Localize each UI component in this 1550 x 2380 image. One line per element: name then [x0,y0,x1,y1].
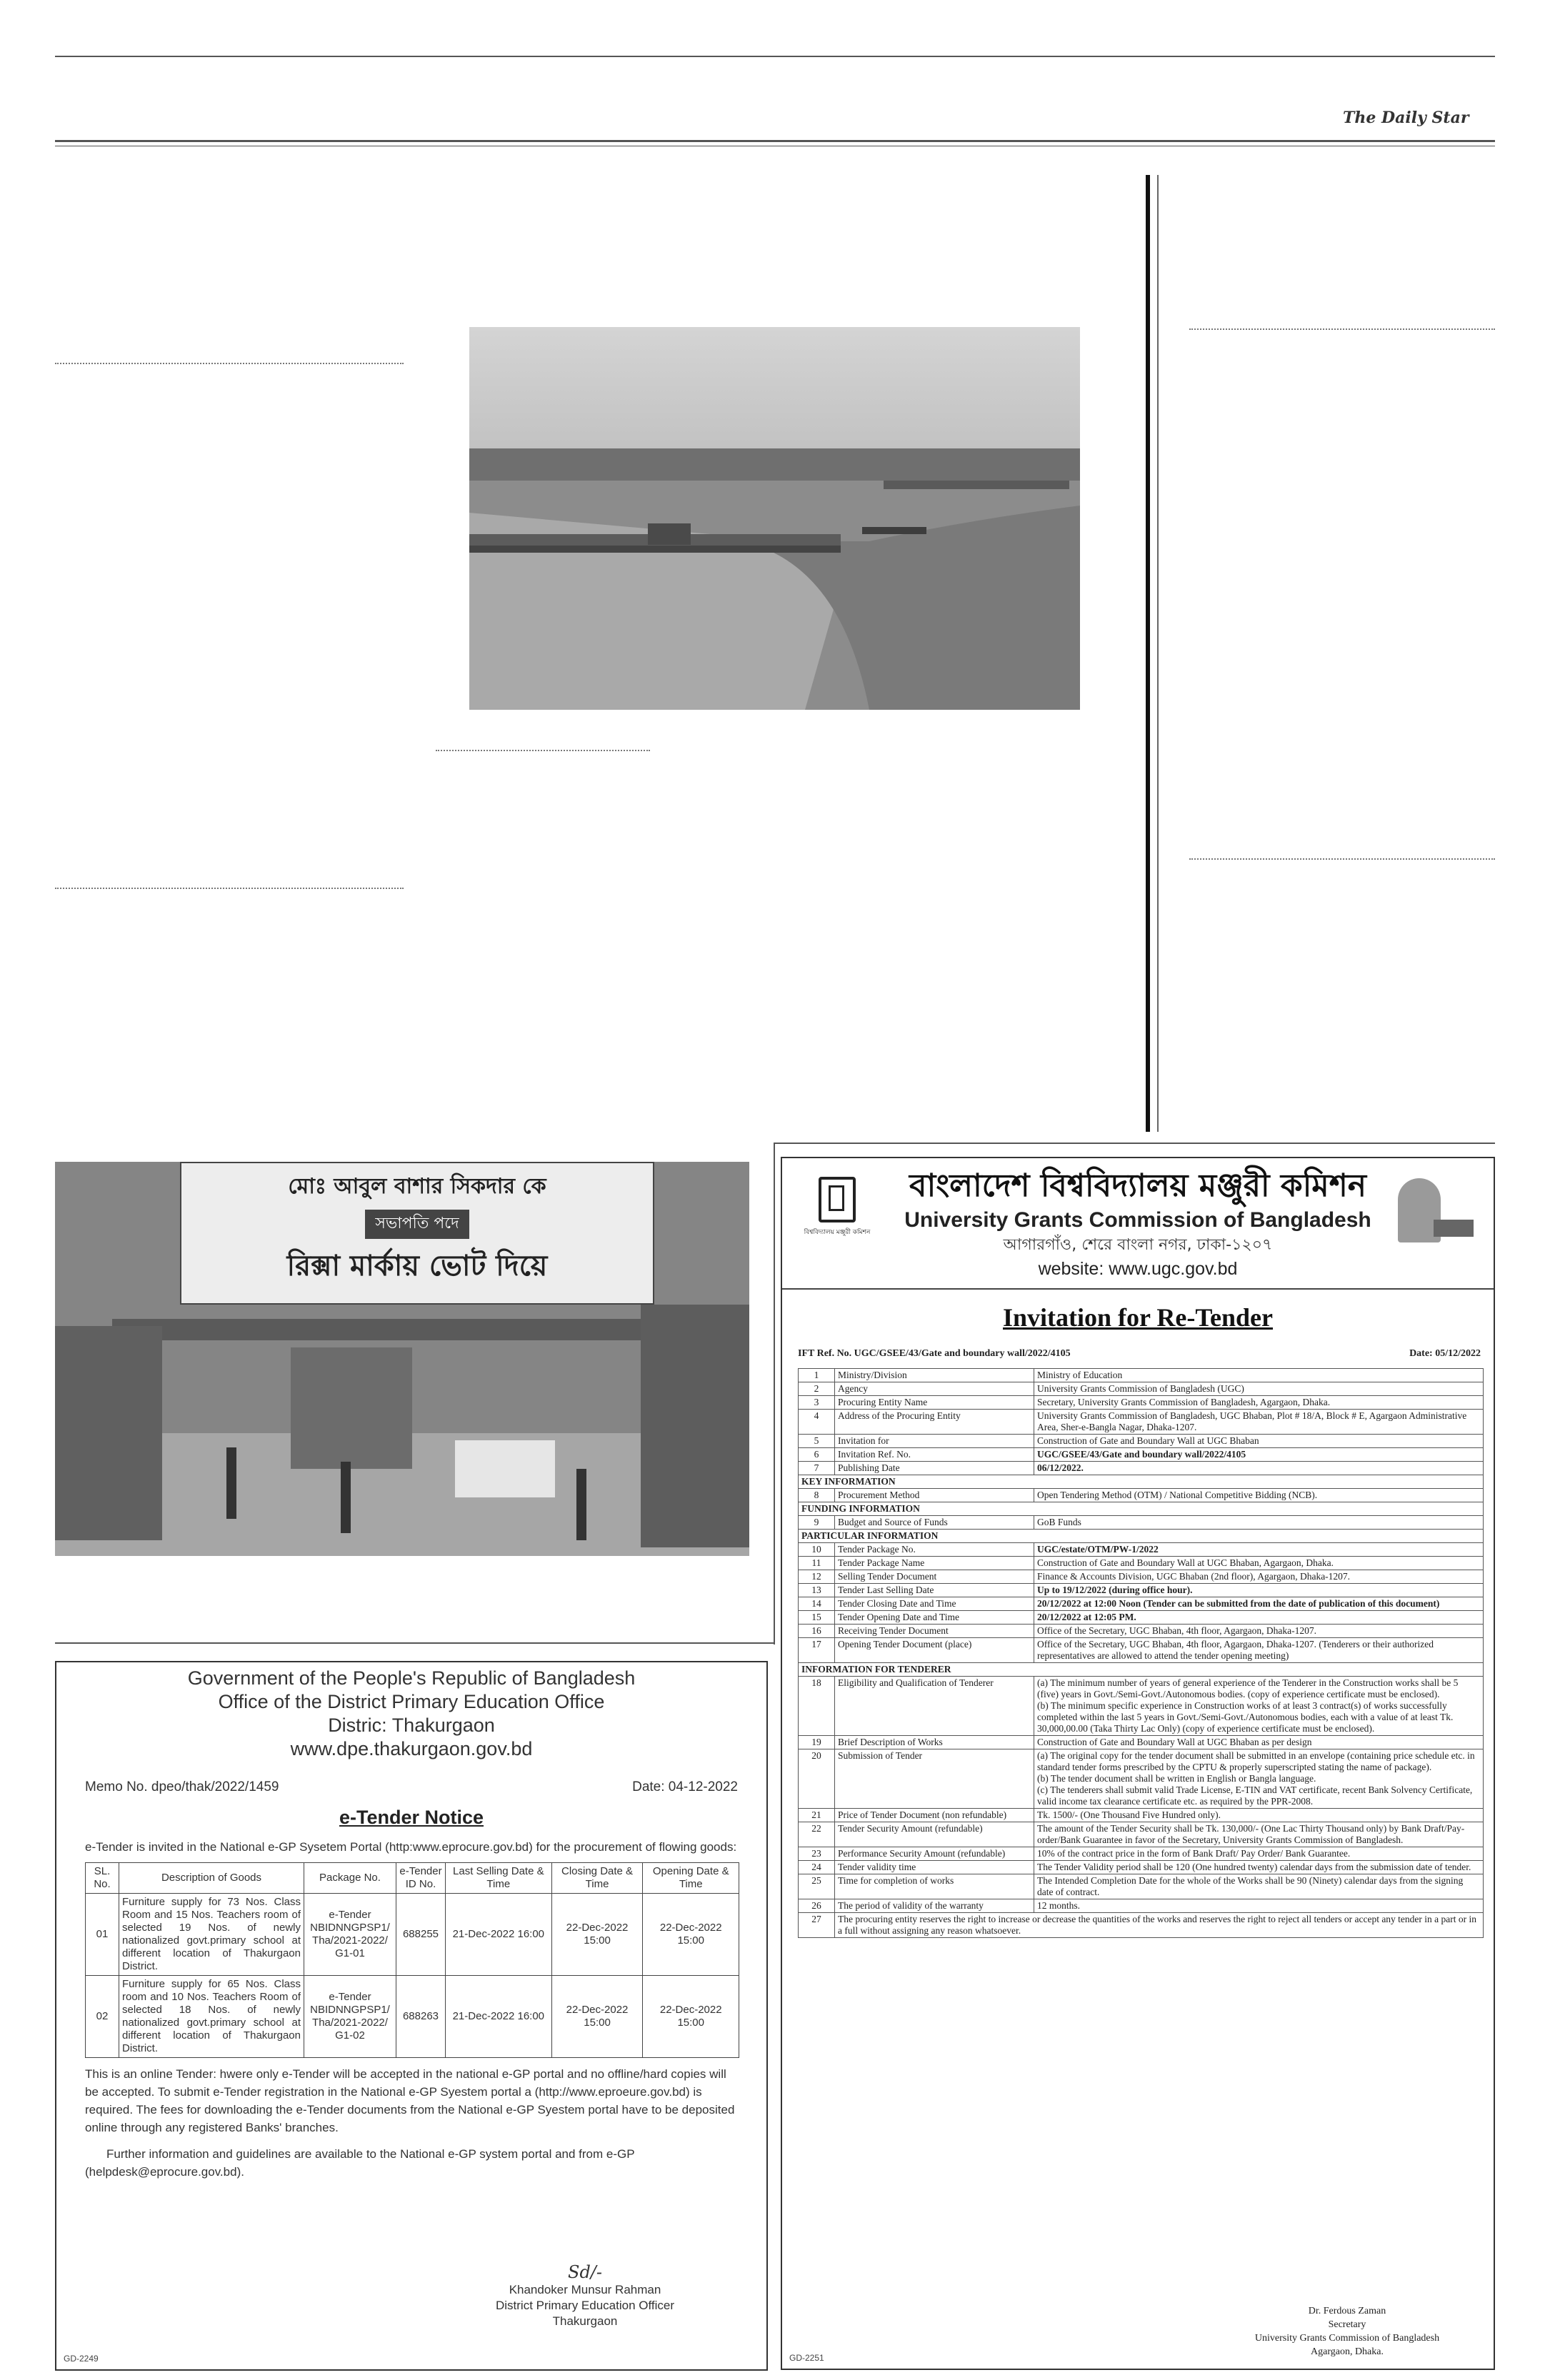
row-field: Invitation for [835,1435,1034,1448]
table-section-row [799,1530,1484,1543]
row-value: The amount of the Tender Security shall be Tk. 130,000/- (One Lac Thirty Thousand only) by Bank Draft/Pay-order/Bank Guarantee in favor of the Secretary, University Grants Commission of Bangladesh. [1034,1822,1484,1847]
column-divider [1189,858,1495,860]
dpe-ad-code: GD-2249 [64,2354,99,2364]
dpe-signer-place: Thakurgaon [552,2314,618,2328]
row-value: Construction of Gate and Boundary Wall at UGC Bhaban as per design [1034,1736,1484,1749]
row-number: 16 [799,1625,835,1638]
row-value: 20/12/2022 at 12:05 PM. [1034,1611,1484,1625]
ugc-signer-org: University Grants Commission of Bangladesh [1254,2333,1440,2344]
table-row [799,1557,1484,1570]
table-row [799,1638,1484,1663]
dpe-signature [456,2262,714,2329]
cell-closing: 22-Dec-2022 15:00 [551,1894,643,1976]
row-field: Agency [835,1382,1034,1396]
cell-package: e-Tender NBIDNNGPSP1/ Tha/2021-2022/ G1-01 [304,1894,396,1976]
dpe-signer-title: District Primary Education Officer [495,2299,675,2312]
row-number: 12 [799,1570,835,1584]
ugc-signer-place: Agargaon, Dhaka. [1311,2346,1384,2357]
row-value: 06/12/2022. [1034,1462,1484,1475]
dpe-note-2: Further information and guidelines are available to the National e-GP system portal and from e-GP (helpdesk@eprocure.gov.bd). [85,2147,635,2179]
cell-sl: 01 [86,1894,119,1976]
table-row [799,1913,1484,1938]
row-number: 27 [799,1913,835,1938]
col-closing: Closing Date & Time [551,1863,643,1894]
row-number: 21 [799,1809,835,1822]
masthead: The Daily Star [1343,109,1469,127]
signature-mark: Sd/- [568,2262,602,2282]
ugc-portrait-icon [1398,1178,1476,1250]
ugc-signer-title: Secretary [1328,2319,1366,2330]
ugc-table-wrap [798,1368,1484,1938]
cell-tender-id: 688255 [396,1894,446,1976]
section-heading: INFORMATION FOR TENDERER [799,1663,1484,1677]
ugc-title: Invitation for Re-Tender [1003,1303,1273,1332]
table-row [799,1736,1484,1749]
table-row [799,1448,1484,1462]
row-value: UGC/GSEE/43/Gate and boundary wall/2022/4105 [1034,1448,1484,1462]
table-row [799,1809,1484,1822]
ugc-website: website: www.ugc.gov.bd [1038,1259,1238,1279]
row-value: Up to 19/12/2022 (during office hour). [1034,1584,1484,1597]
banner-line-1: মোঃ আবুল বাশার সিকদার কে [288,1174,546,1199]
dpe-govt-name: Government of the People's Republic of Bangladesh [187,1667,636,1689]
ugc-header [782,1165,1494,1281]
row-value: 20/12/2022 at 12:00 Noon (Tender can be submitted from the date of publication of this document) [1034,1597,1484,1611]
row-number: 11 [799,1557,835,1570]
dpe-title: e-Tender Notice [339,1807,484,1828]
masthead-rule [55,140,1495,142]
col-last-selling: Last Selling Date & Time [446,1863,552,1894]
row-field: Submission of Tender [835,1749,1034,1809]
row-value: (a) The minimum number of years of general experience of the Tenderer in the Construction works shall be 5 (five) years in Govt./Semi-Govt./Autonomous bodies. (copy of experience certificate must be enclosed). (b) The minimum specific experience in Construction works of at least 3 contract(s) of works successfully completed within the last 5 years in Govt./Semi-Govt./Autonomous bodies, each with a value of at least Tk. 30,000,00.00 (Taka Thirty Lac Only) (copy of experience certificate must be enclosed). [1034,1677,1484,1736]
row-field: Tender Last Selling Date [835,1584,1034,1597]
ugc-ad-code: GD-2251 [789,2353,824,2363]
row-value: Office of the Secretary, UGC Bhaban, 4th floor, Agargaon, Dhaka-1207. [1034,1625,1484,1638]
dpe-website: www.dpe.thakurgaon.gov.bd [290,1738,533,1759]
row-value: Ministry of Education [1034,1369,1484,1382]
table-row [799,1677,1484,1736]
dpe-note-1: This is an online Tender: hwere only e-Tender will be accepted in the national e-GP portal and no offline/hard copies will be accepted. To submit e-Tender registration in the National e-GP Syestem portal a (http://www.eproeure.gov.bd) is required. The fees for downloading the e-Tender documents from the National e-GP Syestem portal have to be deposited online through any registered Banks' branches. [85,2067,735,2134]
dpe-intro: e-Tender is invited in the National e-GP Sysetem Portal (http:www.eprocure.gov.bd) for the procurement of flowing goods: [85,1840,737,1854]
ugc-logo-caption: বিশ্ববিদ্যালয় মঞ্জুরী কমিশন [804,1229,871,1236]
row-field: Tender Closing Date and Time [835,1597,1034,1611]
row-number: 1 [799,1369,835,1382]
table-row [799,1625,1484,1638]
col-desc: Description of Goods [119,1863,304,1894]
row-number: 6 [799,1448,835,1462]
row-value: Open Tendering Method (OTM) / National Competitive Bidding (NCB). [1034,1489,1484,1502]
row-value: Office of the Secretary, UGC Bhaban, 4th floor, Agargaon, Dhaka-1207. (Tenderers or their authorized representatives are allowed to attend the tender opening meeting) [1034,1638,1484,1663]
row-field: Tender validity time [835,1861,1034,1874]
dpe-header [56,1667,766,1761]
row-value: 10% of the contract price in the form of Bank Draft/ Pay Order/ Bank Guarantee. [1034,1847,1484,1861]
row-field: Invitation Ref. No. [835,1448,1034,1462]
row-number: 24 [799,1861,835,1874]
section-rule-vertical [774,1143,775,1645]
row-number: 25 [799,1874,835,1899]
col-opening: Opening Date & Time [643,1863,739,1894]
table-row [799,1369,1484,1382]
river-photo [469,327,1080,710]
column-divider [55,363,404,364]
row-value: The Tender Validity period shall be 120 (One hundred twenty) calendar days from the submission date of tender. [1034,1861,1484,1874]
table-row [799,1847,1484,1861]
ugc-signer: Dr. Ferdous Zaman [1308,2306,1386,2316]
section-rule [774,1143,1495,1144]
row-field: Procuring Entity Name [835,1396,1034,1410]
ugc-date: Date: 05/12/2022 [1409,1348,1481,1359]
table-row [799,1382,1484,1396]
dpe-date: Date: 04-12-2022 [632,1779,738,1794]
dpe-district: Distric: Thakurgaon [328,1714,495,1736]
table-row [86,1976,739,2058]
row-value: Construction of Gate and Boundary Wall at UGC Bhaban, Agargaon, Dhaka. [1034,1557,1484,1570]
banner-line-3: রিক্সা মার্কায় ভোট দিয়ে [286,1250,548,1282]
cell-desc: Furniture supply for 73 Nos. Class Room and 15 Nos. Teachers room of selected 19 Nos. of newly nationalized govt.primary school at different location of Thakurgaon District. [119,1894,304,1976]
row-value: Construction of Gate and Boundary Wall at UGC Bhaban [1034,1435,1484,1448]
row-field: Address of the Procuring Entity [835,1410,1034,1435]
row-field: Tender Package Name [835,1557,1034,1570]
top-rule [55,56,1495,57]
table-row [799,1570,1484,1584]
row-field: Publishing Date [835,1462,1034,1475]
table-row [799,1861,1484,1874]
vertical-column-rule-thin [1157,175,1159,1132]
cell-closing: 22-Dec-2022 15:00 [551,1976,643,2058]
row-number: 5 [799,1435,835,1448]
dpe-signer: Khandoker Munsur Rahman [509,2283,661,2296]
cell-sl: 02 [86,1976,119,2058]
section-heading: FUNDING INFORMATION [799,1502,1484,1516]
row-value: Secretary, University Grants Commission of Bangladesh, Agargaon, Dhaka. [1034,1396,1484,1410]
row-number: 7 [799,1462,835,1475]
row-number: 8 [799,1489,835,1502]
ugc-retender-ad [781,1157,1495,2370]
row-value: Finance & Accounts Division, UGC Bhaban (2nd floor), Agargaon, Dhaka-1207. [1034,1570,1484,1584]
row-number: 9 [799,1516,835,1530]
row-number: 19 [799,1736,835,1749]
table-row [799,1749,1484,1809]
col-package: Package No. [304,1863,396,1894]
ugc-logo-icon [819,1177,856,1222]
table-row [799,1611,1484,1625]
row-field: Ministry/Division [835,1369,1034,1382]
vertical-column-rule [1146,175,1150,1132]
column-divider [436,750,650,751]
ugc-bangla-address: আগারগাঁও, শেরে বাংলা নগর, ঢাকা-১২০৭ [1003,1236,1273,1254]
row-number: 2 [799,1382,835,1396]
table-row [799,1543,1484,1557]
section-heading: PARTICULAR INFORMATION [799,1530,1484,1543]
dpe-memo: Memo No. dpeo/thak/2022/1459 [85,1779,279,1794]
table-row [799,1516,1484,1530]
dpe-table-header [86,1863,739,1894]
cell-opening: 22-Dec-2022 15:00 [643,1976,739,2058]
row-field: Time for completion of works [835,1874,1034,1899]
row-value: UGC/estate/OTM/PW-1/2022 [1034,1543,1484,1557]
row-number: 15 [799,1611,835,1625]
ugc-bangla-title: বাংলাদেশ বিশ্ববিদ্যালয় মঞ্জুরী কমিশন [909,1168,1367,1204]
row-field: Tender Package No. [835,1543,1034,1557]
row-field: Brief Description of Works [835,1736,1034,1749]
column-divider [1189,328,1495,330]
row-value: University Grants Commission of Bangladesh, UGC Bhaban, Plot # 18/A, Block # E, Agargaon Administrative Area, Sher-e-Bangla Nagar, Dhaka-1207. [1034,1410,1484,1435]
table-row [799,1435,1484,1448]
section-rule [55,1642,774,1644]
table-section-row [799,1502,1484,1516]
table-row [799,1410,1484,1435]
table-row [799,1597,1484,1611]
cell-last-selling: 21-Dec-2022 16:00 [446,1976,552,2058]
col-sl: SL. No. [86,1863,119,1894]
election-street-photo [55,1162,749,1556]
cell-package: e-Tender NBIDNNGPSP1/ Tha/2021-2022/ G1-02 [304,1976,396,2058]
row-full-text: The procuring entity reserves the right to increase or decrease the quantities of the works and reserves the right to reject all tenders or accept any tender in a part or in a full without assigning any reason whatsoever. [835,1913,1484,1938]
election-banner [180,1162,654,1305]
dpe-office-name: Office of the District Primary Education Office [218,1691,605,1712]
row-value: 12 months. [1034,1899,1484,1913]
table-row [799,1822,1484,1847]
ugc-ref-row [798,1348,1481,1364]
dpe-goods-table [85,1862,739,2058]
row-field: Performance Security Amount (refundable) [835,1847,1034,1861]
row-value: The Intended Completion Date for the whole of the Works shall be 90 (Ninety) calendar days from the signing date of contract. [1034,1874,1484,1899]
row-field: Budget and Source of Funds [835,1516,1034,1530]
row-field: Price of Tender Document (non refundable) [835,1809,1034,1822]
column-divider [55,888,404,889]
table-row [86,1894,739,1976]
row-field: Eligibility and Qualification of Tenderer [835,1677,1034,1736]
table-row [799,1899,1484,1913]
ugc-signature [1229,2304,1465,2359]
row-number: 17 [799,1638,835,1663]
dpe-tender-notice [55,1661,768,2371]
row-number: 18 [799,1677,835,1736]
row-number: 26 [799,1899,835,1913]
river-scene-image [469,327,1080,710]
row-number: 4 [799,1410,835,1435]
row-number: 14 [799,1597,835,1611]
row-value: University Grants Commission of Bangladesh (UGC) [1034,1382,1484,1396]
row-number: 20 [799,1749,835,1809]
row-field: The period of validity of the warranty [835,1899,1034,1913]
row-value: Tk. 1500/- (One Thousand Five Hundred only). [1034,1809,1484,1822]
row-number: 3 [799,1396,835,1410]
table-row [799,1396,1484,1410]
row-number: 22 [799,1822,835,1847]
table-section-row [799,1663,1484,1677]
dpe-memo-row [85,1779,738,1801]
col-tender-id: e-Tender ID No. [396,1863,446,1894]
row-field: Opening Tender Document (place) [835,1638,1034,1663]
ugc-english-title: University Grants Commission of Bangladesh [904,1208,1371,1232]
row-field: Receiving Tender Document [835,1625,1034,1638]
banner-line-2: সভাপতি পদে [365,1210,469,1239]
row-field: Tender Opening Date and Time [835,1611,1034,1625]
row-number: 10 [799,1543,835,1557]
ugc-logo [798,1177,876,1237]
row-field: Procurement Method [835,1489,1034,1502]
table-section-row [799,1475,1484,1489]
table-row [799,1462,1484,1475]
ugc-ref: IFT Ref. No. UGC/GSEE/43/Gate and boundary wall/2022/4105 [798,1348,1071,1359]
row-value: (a) The original copy for the tender document shall be submitted in an envelope (containing price schedule etc. in standard tender forms prescribed by the CPTU & properly superscripted stating the name of package). (b) The tender document shall be written in English or Bangla language. (c) The tenderers shall submit valid Trade License, E-TIN and VAT certificate, recent Bank Solvency Certificate, valid income tax clearance certificate etc. as required by the PPR-2008. [1034,1749,1484,1809]
table-row [799,1874,1484,1899]
row-value: GoB Funds [1034,1516,1484,1530]
cell-desc: Furniture supply for 65 Nos. Class room and 10 Nos. Teachers Room of selected 18 Nos. of newly nationalized govt.primary school at different location of Thakurgaon District. [119,1976,304,2058]
row-field: Selling Tender Document [835,1570,1034,1584]
row-number: 13 [799,1584,835,1597]
cell-tender-id: 688263 [396,1976,446,2058]
row-number: 23 [799,1847,835,1861]
cell-last-selling: 21-Dec-2022 16:00 [446,1894,552,1976]
table-row [799,1489,1484,1502]
ugc-header-rule [782,1288,1494,1290]
section-heading: KEY INFORMATION [799,1475,1484,1489]
table-row [799,1584,1484,1597]
row-field: Tender Security Amount (refundable) [835,1822,1034,1847]
ugc-info-table [798,1368,1484,1938]
cell-opening: 22-Dec-2022 15:00 [643,1894,739,1976]
